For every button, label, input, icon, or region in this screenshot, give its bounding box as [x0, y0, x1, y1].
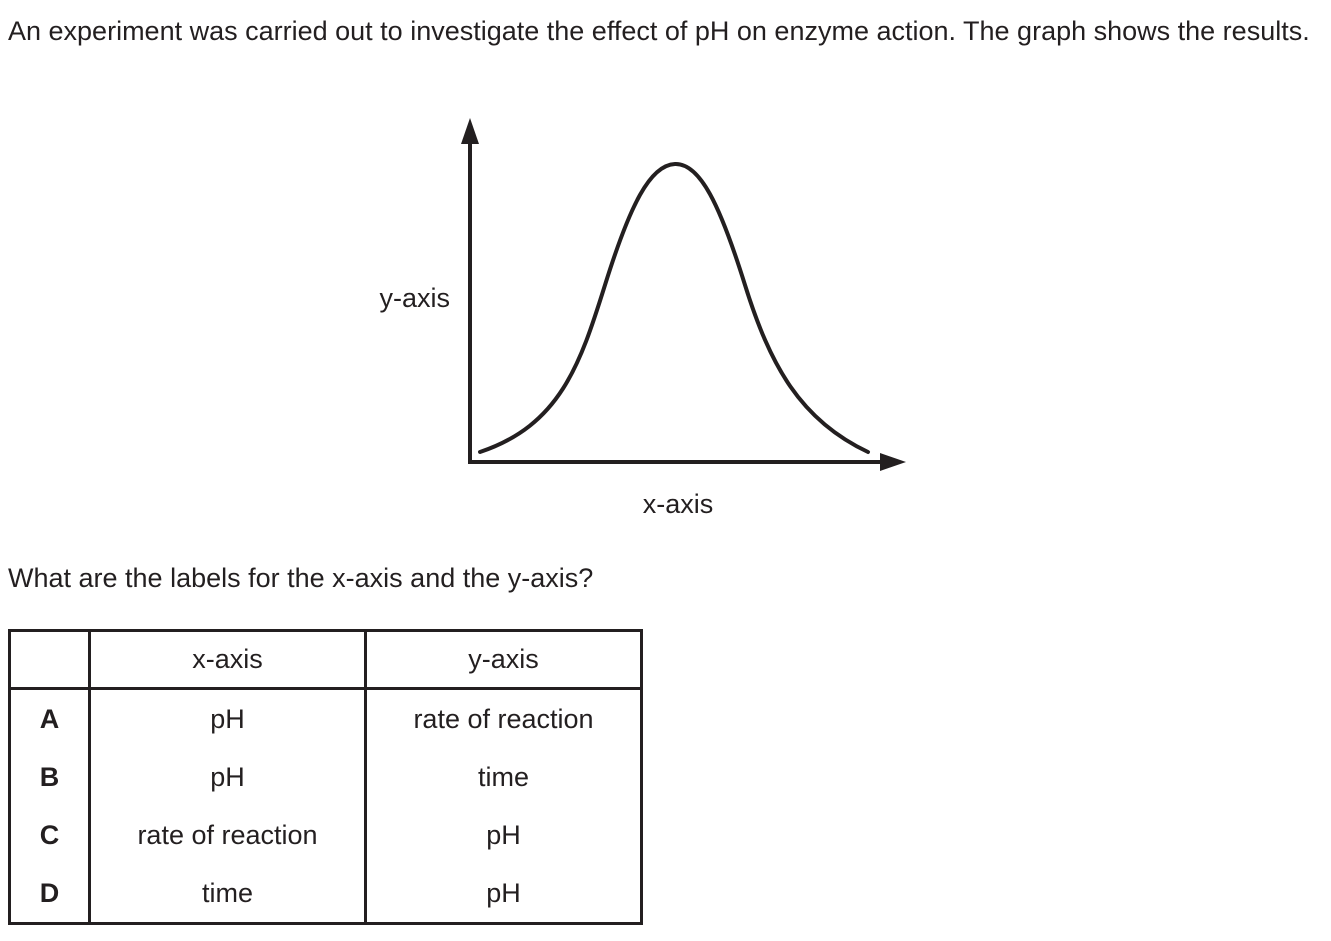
y-axis-arrowhead: [461, 118, 479, 144]
option-row-b: [10, 748, 642, 806]
header-letter-cell: [10, 631, 90, 689]
option-row-d: [10, 864, 642, 924]
option-letter: B: [39, 761, 60, 792]
y-axis-label: y-axis: [379, 283, 450, 313]
table-header-row: [10, 631, 642, 689]
option-y-value: rate of reaction: [366, 689, 642, 749]
x-axis-label: x-axis: [642, 489, 714, 519]
question-intro: An experiment was carried out to investigate the effect of pH on enzyme action. The graph shows the results.: [8, 16, 1310, 46]
rate-curve: [480, 164, 868, 452]
option-y-value: time: [366, 748, 642, 806]
answer-options-table: [8, 629, 643, 925]
option-letter: A: [39, 703, 60, 734]
option-row-c: [10, 806, 642, 864]
option-x-value: rate of reaction: [90, 806, 366, 864]
question-prompt: What are the labels for the x-axis and the y-axis?: [8, 563, 594, 593]
option-row-a: [10, 689, 642, 749]
header-y-axis: y-axis: [366, 631, 642, 689]
option-x-value: time: [90, 864, 366, 924]
option-x-value: pH: [90, 689, 366, 749]
header-x-axis: x-axis: [90, 631, 366, 689]
option-y-value: pH: [366, 864, 642, 924]
option-x-value: pH: [90, 748, 366, 806]
x-axis-arrowhead: [880, 453, 906, 471]
option-letter: D: [39, 877, 60, 908]
option-letter: C: [39, 819, 60, 850]
option-y-value: pH: [366, 806, 642, 864]
